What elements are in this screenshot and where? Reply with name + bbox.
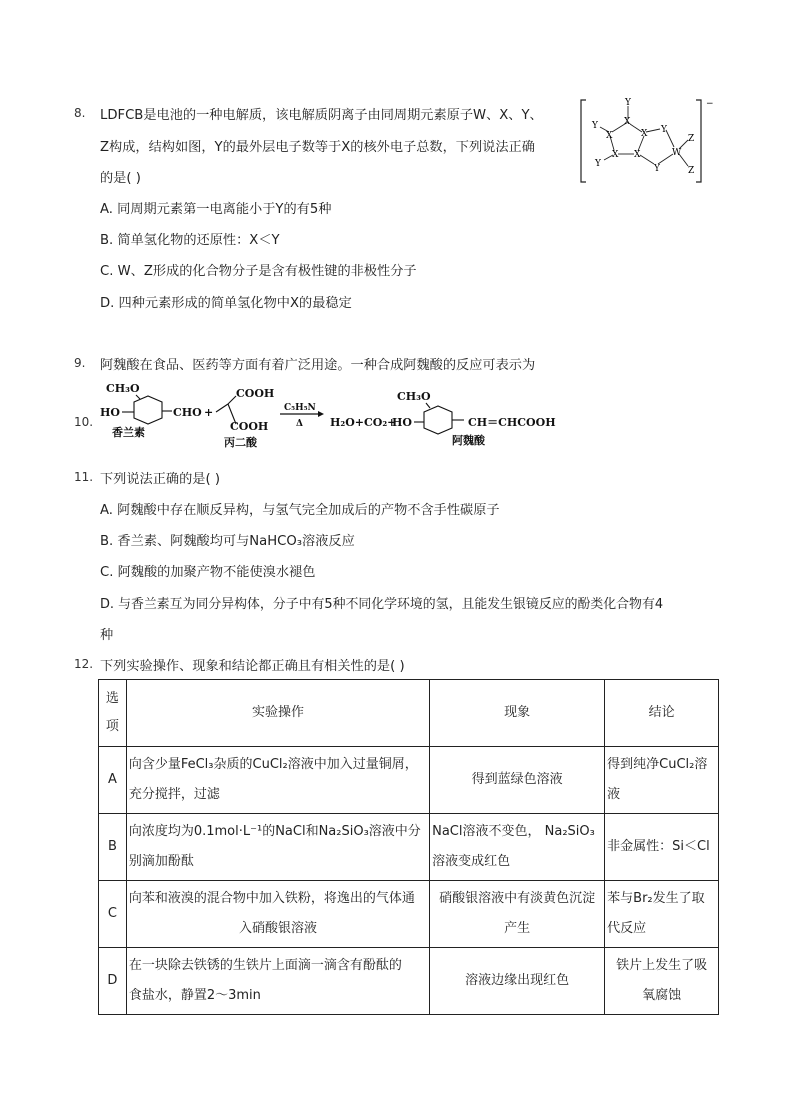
q8-option-a: A. 同周期元素第一电离能小于Y的有5种 (100, 202, 332, 217)
q11-option-a: A. 阿魏酸中存在顺反异构，与氢气完全加成后的产物不含手性碳原子 (100, 503, 500, 518)
table-header-row (99, 680, 719, 747)
q9-number: 9. (74, 356, 86, 370)
header-operation: 实验操作 (126, 680, 429, 747)
malonic-cooh-bottom: COOH (230, 420, 269, 433)
q8-number: 8. (74, 106, 86, 120)
atom-z-top: Z (688, 134, 695, 144)
atom-x-2: X (606, 131, 613, 141)
row-a-phenomenon (430, 747, 605, 814)
row-a-conclusion (605, 747, 719, 814)
q8-option-c: C. W、Z形成的化合物分子是含有极性键的非极性分子 (100, 264, 417, 279)
atom-x-3: X (641, 129, 648, 139)
row-d-conclusion-line1: 铁片上发生了吸 (616, 958, 708, 973)
q11-option-d-cont: 种 (100, 628, 114, 643)
atom-z-bottom: Z (688, 166, 695, 176)
atom-y-left: Y (592, 121, 598, 131)
row-c-conclusion-line2: 代反应 (607, 921, 647, 936)
left-bracket (581, 100, 586, 182)
q9-text: 阿魏酸在食品、医药等方面有着广泛用途。一种合成阿魏酸的反应可表示为 (100, 358, 536, 373)
q8-anion-structure-figure (578, 94, 718, 186)
row-d-operation-line1: 在一块除去铁锈的生铁片上面滴一滴含有酚酞的 (128, 958, 402, 973)
atom-x-4: X (612, 150, 619, 160)
row-a-operation-line1: 向含少量FeCl₃杂质的CuCl₂溶液中加入过量铜屑， (128, 757, 418, 772)
q11-text: 下列说法正确的是( ) (100, 472, 220, 487)
row-d-label: D (99, 948, 127, 1015)
row-a-operation-line2: 充分搅拌，过滤 (128, 787, 220, 802)
vanillin-ring (122, 395, 172, 424)
row-d-conclusion (605, 948, 719, 1015)
q11-option-c: C. 阿魏酸的加聚产物不能使溴水褪色 (100, 565, 316, 580)
reaction-arrowhead (318, 411, 324, 417)
table-row (99, 881, 719, 948)
row-b-phenomenon (430, 814, 605, 881)
charge-sign: − (706, 99, 714, 109)
row-c-operation-line2: 入硝酸银溶液 (238, 921, 317, 936)
atom-w: W (672, 148, 682, 158)
row-d-phenomenon (430, 948, 605, 1015)
header-phenomenon: 现象 (430, 680, 605, 747)
row-a-phenomenon-line1: 得到蓝绿色溶液 (471, 772, 563, 787)
vanillin-aldehyde: CHO (173, 406, 202, 419)
ferulic-hydroxy: HO (392, 416, 412, 429)
atom-y-bottom: Y (654, 164, 660, 174)
reaction-plus-1: + (204, 406, 214, 419)
row-a-operation (126, 747, 429, 814)
atom-x-1: X (624, 117, 631, 127)
row-c-phenomenon-line2: 产生 (504, 921, 531, 936)
row-b-operation-line2: 别滴加酚酞 (128, 854, 194, 869)
row-c-operation-line1: 向苯和液溴的混合物中加入铁粉，将逸出的气体通 (128, 891, 415, 906)
q8-text-line3: 的是( ) (100, 171, 141, 186)
row-c-conclusion-line1: 苯与Br₂发生了取 (607, 891, 705, 906)
row-b-phenomenon-line1: NaCl溶液不变色， Na₂SiO₃ (432, 824, 595, 839)
malonic-cooh-top: COOH (236, 387, 275, 400)
row-b-conclusion (605, 814, 719, 881)
table-row (99, 814, 719, 881)
q12-number: 12. (74, 657, 94, 671)
vanillin-label: 香兰素 (112, 426, 145, 439)
table-row (99, 948, 719, 1015)
q10-number: 10. (74, 415, 94, 429)
row-c-label: C (99, 881, 127, 948)
catalyst-label: C₅H₅N (284, 403, 316, 413)
header-conclusion: 结论 (605, 680, 719, 747)
row-b-conclusion-line1: 非金属性：Si＜Cl (607, 839, 710, 854)
atom-y-top: Y (625, 98, 631, 108)
header-option (99, 680, 127, 747)
q11-number: 11. (74, 470, 94, 484)
q12-text: 下列实验操作、现象和结论都正确且有相关性的是( ) (100, 659, 405, 674)
row-d-operation (126, 948, 429, 1015)
row-c-phenomenon (430, 881, 605, 948)
row-a-conclusion-line2: 液 (607, 787, 621, 802)
row-c-operation (126, 881, 429, 948)
row-c-phenomenon-line1: 硝酸银溶液中有淡黄色沉淀 (439, 891, 596, 906)
row-b-label: B (99, 814, 127, 881)
q8-option-b: B. 简单氢化物的还原性：X＜Y (100, 233, 280, 248)
header-option-text: 选项 (105, 691, 119, 734)
row-c-conclusion (605, 881, 719, 948)
row-d-phenomenon-line1: 溶液边缘出现红色 (465, 973, 570, 988)
ferulic-label: 阿魏酸 (452, 434, 485, 447)
heat-symbol: Δ (296, 419, 303, 429)
atom-y-right: Y (661, 125, 667, 135)
q8-text-line2: Z构成，结构如图，Y的最外层电子数等于X的核外电子总数，下列说法正确 (100, 140, 535, 155)
q10-reaction-scheme (100, 378, 570, 450)
row-a-conclusion-line1: 得到纯净CuCl₂溶 (607, 757, 708, 772)
row-d-operation-line2: 食盐水，静置2～3min (128, 988, 261, 1003)
q11-option-b: B. 香兰素、阿魏酸均可与NaHCO₃溶液反应 (100, 534, 355, 549)
table-row (99, 747, 719, 814)
vanillin-hydroxy: HO (100, 406, 120, 419)
ferulic-chain: CH＝CHCOOH (468, 416, 556, 429)
row-d-conclusion-line2: 氧腐蚀 (642, 988, 682, 1003)
vanillin-methoxy: CH₃O (106, 382, 140, 395)
row-b-phenomenon-line2: 溶液变成红色 (432, 854, 511, 869)
row-a-label: A (99, 747, 127, 814)
atom-y-bottom-left: Y (595, 159, 601, 169)
q11-option-d: D. 与香兰素互为同分异构体，分子中有5种不同化学环境的氢，且能发生银镜反应的酚类化合物有4 (100, 597, 664, 612)
experiment-table (98, 679, 719, 1015)
products-text: H₂O+CO₂+ (330, 416, 397, 429)
row-b-operation (126, 814, 429, 881)
atom-x-5: X (634, 150, 641, 160)
ferulic-methoxy: CH₃O (397, 390, 431, 403)
right-bracket (696, 100, 701, 182)
row-b-operation-line1: 向浓度均为0.1mol·L⁻¹的NaCl和Na₂SiO₃溶液中分 (128, 824, 421, 839)
ferulic-ring (414, 403, 464, 434)
q8-option-d: D. 四种元素形成的简单氢化物中X的最稳定 (100, 296, 352, 311)
malonic-label: 丙二酸 (224, 436, 257, 449)
q8-text-line1: LDFCB是电池的一种电解质，该电解质阴离子由同周期元素原子W、X、Y、 (100, 108, 543, 123)
